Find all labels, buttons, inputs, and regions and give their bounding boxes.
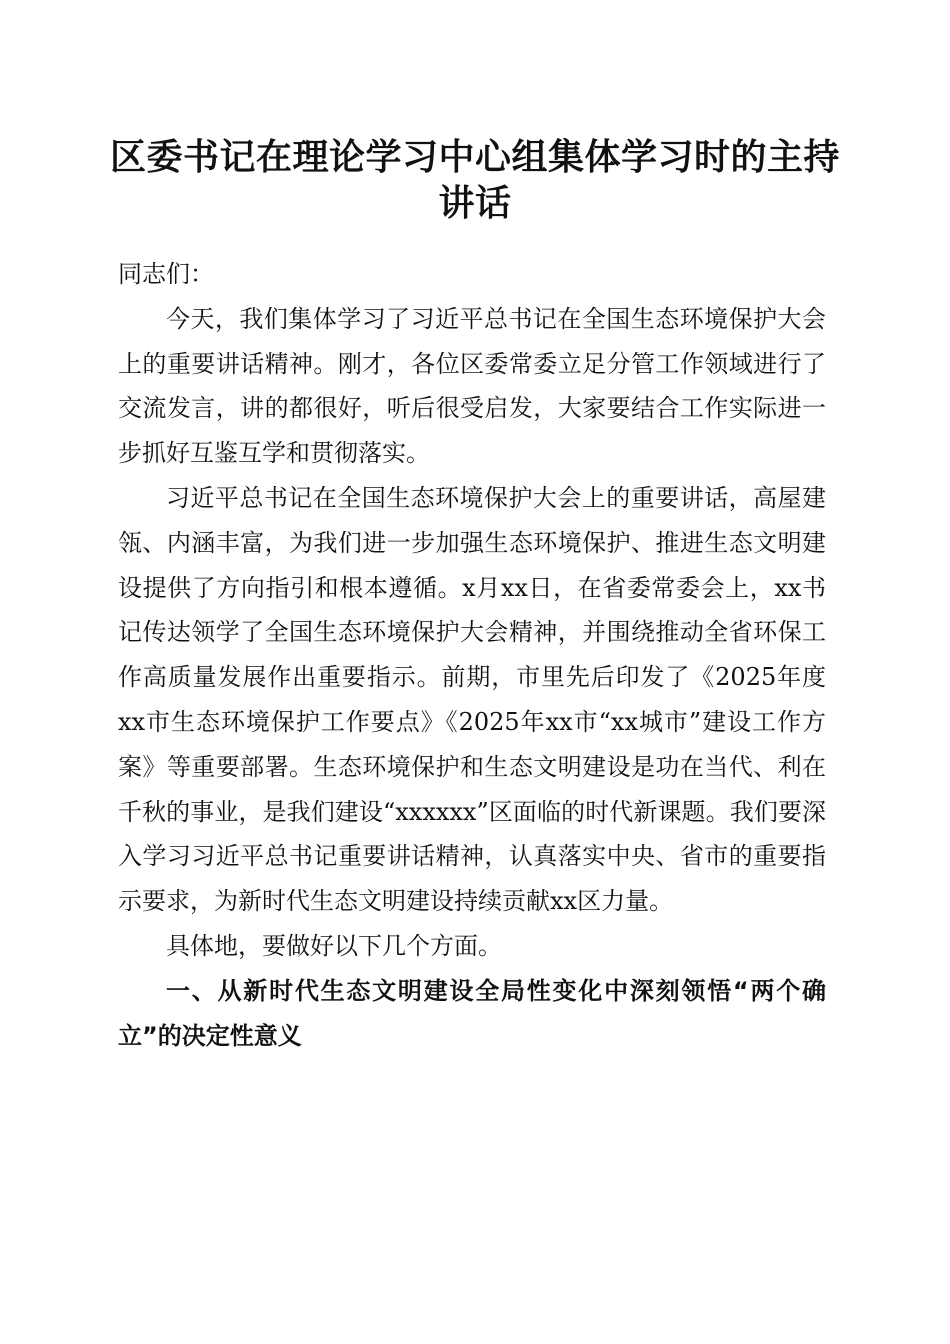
paragraph-main: 习近平总书记在全国生态环境保护大会上的重要讲话，高屋建瓴、内涵丰富，为我们进一步加强生态环境保护、推进生态文明建设提供了方向指引和根本遵循。x月xx日，在省委常委会上，xx书记传达领学了全国生态环境保护大会精神，并围绕推动全省环保工作高质量发展作出重要指示。前期，市里先后印发了《2025年度xx市生态环境保护工作要点》《2025年xx市“xx城市”建设工作方案》等重要部署。生态环境保护和生态文明建设是功在当代、利在千秋的事业，是我们建设“xxxxxx”区面临的时代新课题。我们要深入学习习近平总书记重要讲话精神，认真落实中央、省市的重要指示要求，为新时代生态文明建设持续贡献xx区力量。 (118, 483, 826, 916)
paragraph-opening: 今天，我们集体学习了习近平总书记在全国生态环境保护大会上的重要讲话精神。刚才，各位区委常委立足分管工作领域进行了交流发言，讲的都很好，听后很受启发，大家要结合工作实际进一步抓好互鉴互学和贯彻落实。 (118, 304, 826, 468)
document-title: 区委书记在理论学习中心组集体学习时的主持讲话 (109, 136, 840, 224)
document-body (118, 252, 826, 1058)
section-heading: 一、从新时代生态文明建设全局性变化中深刻领悟“两个确立”的决定性意义 (118, 976, 826, 1050)
paragraph-transition: 具体地，要做好以下几个方面。 (166, 931, 502, 960)
salutation: 同志们： (118, 260, 214, 288)
